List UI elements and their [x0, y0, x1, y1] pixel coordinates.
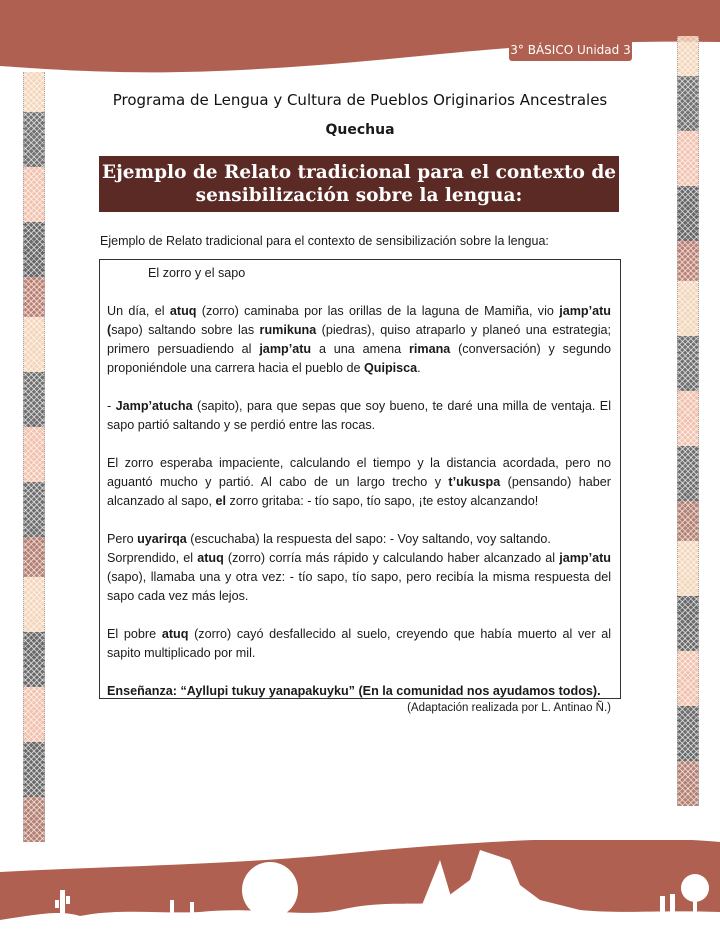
footer-landscape-decoration	[0, 840, 720, 932]
right-textile-border-decoration	[677, 36, 699, 806]
story-paragraph: Pero uyarirqa (escuchaba) la respuesta del sapo: - Voy saltando, voy saltando.	[107, 532, 551, 546]
section-banner	[99, 156, 619, 212]
story-paragraph: El pobre atuq (zorro) cayó desfallecido al suelo, creyendo que había muerto al ver al sapito multiplicado por mil.	[107, 627, 612, 660]
story-paragraph: Un día, el atuq (zorro) caminaba por las orillas de la laguna de Mamiña, vio jamp’atu (sapo) saltando sobre las rumikuna (piedras), quiso atraparlo y planeó una estrategia; primero persuadiendo al jamp’atu a una amena rimana (conversación) y segundo proponiéndole una carrera hacia el pueblo de Quipisca.	[107, 304, 611, 375]
story-paragraph: El zorro esperaba impaciente, calculando el tiempo y la distancia acordada, pero no aguantó mucho y partió. Al cabo de un largo trecho y t’ukuspa (pensando) haber alcanzado al sapo, el zorro gritaba: - tío sapo, tío sapo, ¡te estoy alcanzando!	[107, 456, 611, 508]
story-paragraph: Sorprendido, el atuq (zorro) corría más rápido y calculando haber alcanzado al jamp’atu (sapo), llamaba una y otra vez: - tío sapo, tío sapo, pero recibía la misma respuesta del sapo cada vez más lejos.	[107, 551, 611, 603]
unit-badge: 3° BÁSICO Unidad 3	[509, 39, 632, 61]
story-title: El zorro y el sapo	[148, 266, 246, 280]
program-title: Programa de Lengua y Cultura de Pueblos Originarios Ancestrales	[112, 91, 608, 109]
banner-line-1: Ejemplo de Relato tradicional para el contexto de	[101, 162, 617, 183]
story-lesson: Enseñanza: “Ayllupi tukuy yanapakuyku” (En la comunidad nos ayudamos todos).	[107, 684, 601, 698]
left-textile-border-decoration	[23, 72, 45, 842]
banner-line-2: sensibilización sobre la lengua:	[195, 185, 523, 206]
story-box	[99, 259, 621, 714]
story-credit: (Adaptación realizada por L. Antinao Ñ.)	[407, 702, 611, 714]
intro-text: Ejemplo de Relato tradicional para el contexto de sensibilización sobre la lengua:	[100, 234, 549, 248]
language-title: Quechua	[325, 122, 395, 138]
story-paragraph: - Jamp’atucha (sapito), para que sepas que soy bueno, te daré una milla de ventaja. El sapo partió saltando y se perdió entre las rocas.	[107, 399, 611, 432]
